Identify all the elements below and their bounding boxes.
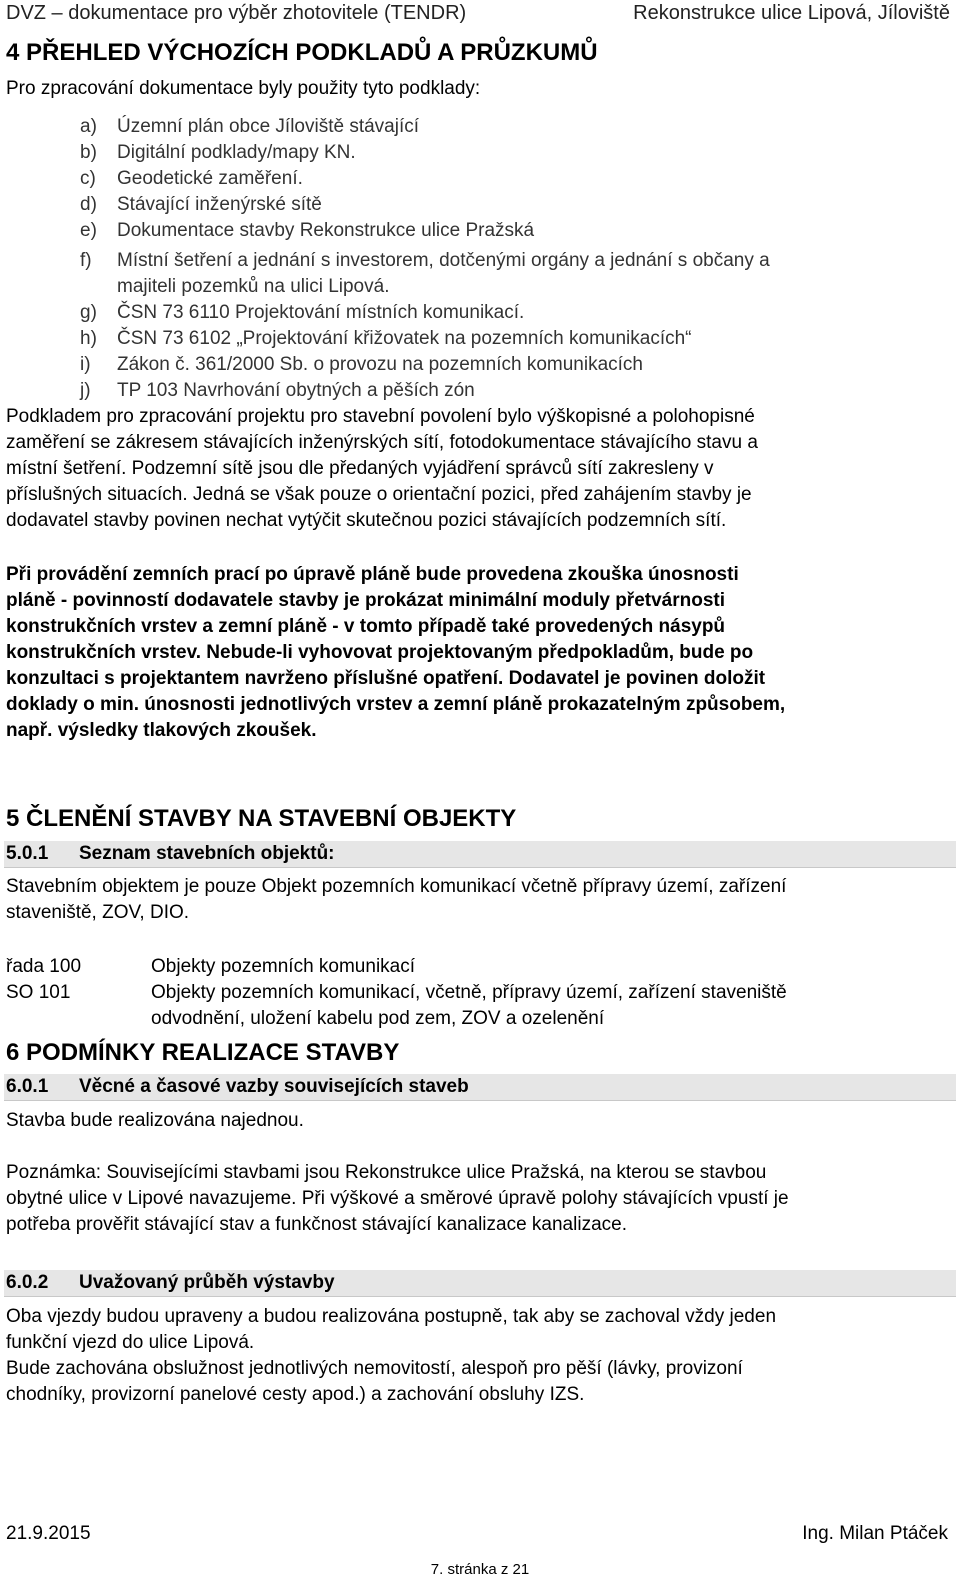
footer-date: 21.9.2015	[6, 1523, 91, 1544]
object-code: řada 100	[6, 956, 82, 977]
paragraph-line: konstrukčních vrstev. Nebude-li vyhovovat projektovaným předpokladům, bude po	[6, 642, 754, 663]
page-number: 7. stránka z 21	[430, 1561, 530, 1578]
list-item-text: Geodetické zaměření.	[117, 168, 303, 189]
paragraph-line: potřeba prověřit stávající stav a funkčnost stávající kanalizace kanalizace.	[6, 1214, 627, 1235]
list-item-label: b)	[80, 142, 97, 163]
list-item-text: Digitální podklady/mapy KN.	[117, 142, 356, 163]
list-item-label: c)	[80, 168, 96, 189]
object-description: Objekty pozemních komunikací, včetně, přípravy území, zařízení staveniště	[151, 982, 787, 1003]
paragraph-line: doklady o min. únosnosti jednotlivých vrstev a zemní pláně prokazatelným způsobem,	[6, 694, 786, 715]
subsection-title: Věcné a časové vazby souvisejících staveb	[79, 1076, 469, 1097]
subsection-number: 5.0.1	[6, 843, 49, 864]
list-item-text: Místní šetření a jednání s investorem, dotčenými orgány a jednání s občany a	[117, 250, 770, 271]
list-item-text: ČSN 73 6102 „Projektování křižovatek na pozemních komunikacích“	[117, 328, 692, 349]
paragraph-line: konzultaci s projektantem navrženo příslušné opatření. Dodavatel je povinen doložit	[6, 668, 766, 689]
list-item-text: Dokumentace stavby Rekonstrukce ulice Pražská	[117, 220, 535, 241]
paragraph-line: Stavba bude realizována najednou.	[6, 1110, 304, 1131]
section-4-intro: Pro zpracování dokumentace byly použity tyto podklady:	[6, 78, 481, 99]
paragraph-line: funkční vjezd do ulice Lipová.	[6, 1332, 255, 1353]
subsection-6-0-1-bar	[4, 1074, 956, 1101]
list-item-label: f)	[80, 250, 92, 271]
object-code: SO 101	[6, 982, 71, 1003]
subsection-title: Seznam stavebních objektů:	[79, 843, 335, 864]
list-item-label: e)	[80, 220, 97, 241]
list-item-text-continued: majiteli pozemků na ulici Lipová.	[117, 276, 390, 297]
list-item-text: Územní plán obce Jíloviště stávající	[117, 116, 420, 137]
object-description: Objekty pozemních komunikací	[151, 956, 416, 977]
list-item-label: h)	[80, 328, 97, 349]
section-4-heading: 4 PŘEHLED VÝCHOZÍCH PODKLADŮ A PRŮZKUMŮ	[6, 39, 598, 66]
paragraph-line: Bude zachována obslužnost jednotlivých nemovitostí, alespoň pro pěší (lávky, provizoní	[6, 1358, 743, 1379]
list-item-text: Zákon č. 361/2000 Sb. o provozu na pozemních komunikacích	[117, 354, 643, 375]
list-item-text: TP 103 Navrhování obytných a pěších zón	[117, 380, 475, 401]
subsection-number: 6.0.2	[6, 1272, 49, 1293]
object-description-continued: odvodnění, uložení kabelu pod zem, ZOV a ozelenění	[151, 1008, 605, 1029]
list-item-text: Stávající inženýrské sítě	[117, 194, 322, 215]
list-item-label: i)	[80, 354, 91, 375]
paragraph-line: Při provádění zemních prací po úpravě pláně bude provedena zkouška únosnosti	[6, 564, 739, 585]
section-5-heading: 5 ČLENĚNÍ STAVBY NA STAVEBNÍ OBJEKTY	[6, 805, 517, 832]
header-project-name: Rekonstrukce ulice Lipová, Jíloviště	[633, 2, 950, 24]
footer-author: Ing. Milan Ptáček	[802, 1523, 948, 1544]
paragraph-line: chodníky, provizorní panelové cesty apod.) a zachování obsluhy IZS.	[6, 1384, 585, 1405]
paragraph-line: staveniště, ZOV, DIO.	[6, 902, 190, 923]
paragraph-line: obytné ulice v Lipové navazujeme. Při výškové a směrové úpravě polohy stávajících vpustí je	[6, 1188, 789, 1209]
list-item-label: d)	[80, 194, 97, 215]
header-document-title: DVZ – dokumentace pro výběr zhotovitele (TENDR)	[6, 2, 467, 24]
subsection-number: 6.0.1	[6, 1076, 49, 1097]
subsection-5-0-1-bar	[4, 841, 956, 868]
paragraph-line: dodavatel stavby povinen nechat vytýčit skutečnou pozici stávajících podzemních sítí.	[6, 510, 727, 531]
paragraph-line: Poznámka: Souvisejícími stavbami jsou Rekonstrukce ulice Pražská, na kterou se stavbou	[6, 1162, 767, 1183]
list-item-text: ČSN 73 6110 Projektování místních komunikací.	[117, 302, 525, 323]
list-item-label: j)	[80, 380, 91, 401]
paragraph-line: konstrukčních vrstev a zemní pláně - v tomto případě také provedených násypů	[6, 616, 726, 637]
paragraph-line: pláně - povinností dodavatele stavby je prokázat minimální moduly přetvárnosti	[6, 590, 725, 611]
paragraph-line: Oba vjezdy budou upraveny a budou realizována postupně, tak aby se zachoval vždy jeden	[6, 1306, 777, 1327]
paragraph-line: např. výsledky tlakových zkoušek.	[6, 720, 317, 741]
paragraph-line: Stavebním objektem je pouze Objekt pozemních komunikací včetně přípravy území, zařízení	[6, 876, 787, 897]
paragraph-line: zaměření se zákresem stávajících inženýrských sítí, fotodokumentace stávajícího stavu a	[6, 432, 758, 453]
subsection-title: Uvažovaný průběh výstavby	[79, 1272, 335, 1293]
subsection-6-0-2-bar	[4, 1270, 956, 1297]
paragraph-line: místní šetření. Podzemní sítě jsou dle předaných vyjádření správců sítí zakresleny v	[6, 458, 714, 479]
list-item-label: g)	[80, 302, 97, 323]
paragraph-line: Podkladem pro zpracování projektu pro stavební povolení bylo výškopisné a polohopisné	[6, 406, 755, 427]
section-6-heading: 6 PODMÍNKY REALIZACE STAVBY	[6, 1039, 400, 1066]
paragraph-line: příslušných situacích. Jedná se však pouze o orientační pozici, před zahájením stavby je	[6, 484, 752, 505]
list-item-label: a)	[80, 116, 97, 137]
